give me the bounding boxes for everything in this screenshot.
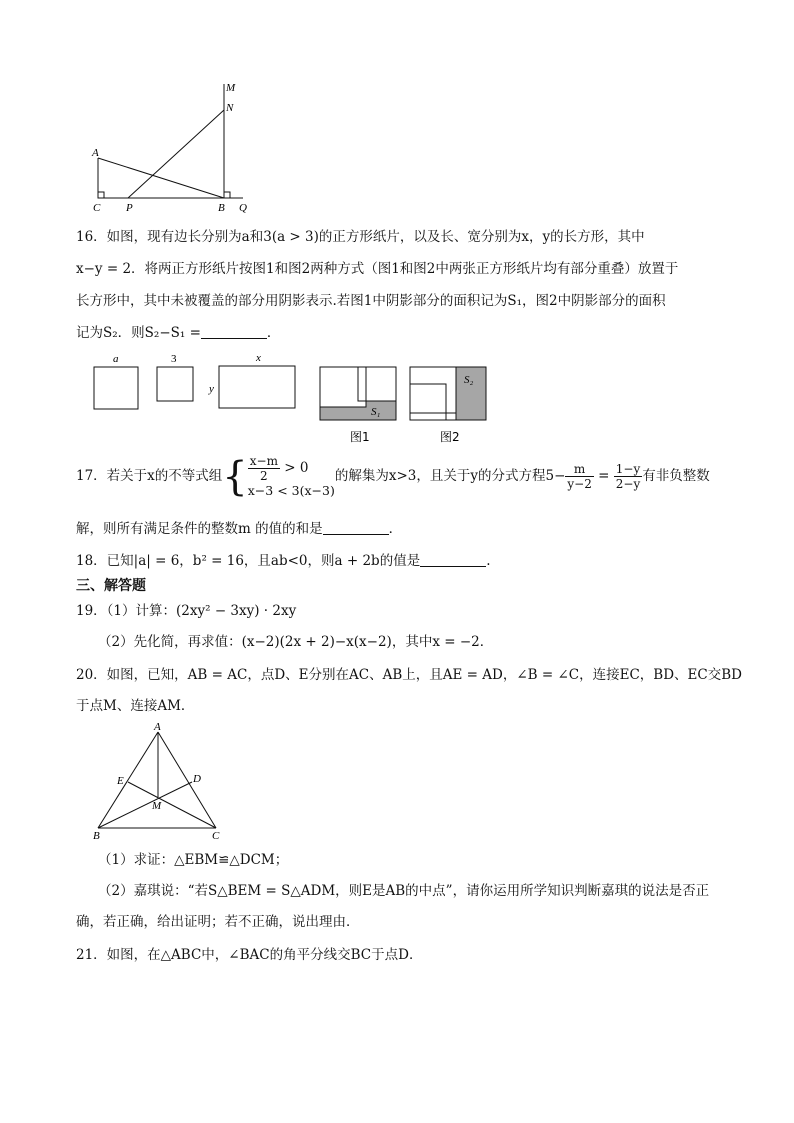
- q19-part1: 19．（1）计算：(2xy² − 3xy) · 2xy: [76, 603, 297, 619]
- label-P: P: [126, 202, 133, 214]
- q20-triangle-figure: [88, 722, 238, 844]
- q16-figures: [88, 350, 498, 448]
- label-S2: S₂: [464, 374, 474, 386]
- q17-pre: 17．若关于x的不等式组: [76, 468, 223, 484]
- caption-fig1: 图1: [350, 430, 370, 444]
- q18-text: 18．已知|a| = 6，b² = 16，且ab<0，则a + 2b的值是: [76, 553, 421, 569]
- top-geometry-figure: [88, 80, 258, 220]
- q17-ineq1-rel: > 0: [284, 460, 309, 476]
- label-M: M: [226, 82, 236, 94]
- q16-line4-end: ．: [266, 325, 281, 341]
- label-M2: M: [152, 800, 162, 812]
- q16-line4-text: 记为S₂．则S₂−S₁ =: [76, 325, 201, 341]
- q17-ineq1-num: x−m: [249, 454, 278, 468]
- q17-ineq2: x−3 < 3(x−3): [247, 483, 335, 498]
- label-C: C: [93, 202, 101, 214]
- q16-answer-blank[interactable]: [201, 324, 267, 339]
- label-B: B: [218, 202, 225, 214]
- label-Q: Q: [239, 202, 247, 214]
- label-E: E: [117, 775, 124, 787]
- q17-line1: 17．若关于x的不等式组{ $\frac{x-m}{2}$ > 0 x−3 < 3(x−3) 的解集为x>3，且关于y的分式方程5− $\frac{m}{y-2}$ = $\frac{1-y}{2-y}$ 有非负整数: [76, 453, 710, 500]
- label-N: N: [226, 102, 234, 114]
- q18-line: [76, 551, 491, 571]
- q17-eq-mid: =: [598, 468, 610, 484]
- label-C2: C: [212, 830, 220, 842]
- q17-mid: 的解集为x>3，且关于y的分式方程5−: [334, 468, 566, 484]
- label-A2: A: [154, 722, 161, 733]
- q20-part2b: 确，若正确，给出证明；若不正确，说出理由．: [76, 914, 360, 930]
- q17-eq-den1: y−2: [567, 477, 592, 491]
- q17-line2-text: 解，则所有满足条件的整数m 的值的和是: [76, 521, 323, 537]
- q17-ineq1-den: 2: [260, 469, 268, 483]
- q20-line2: 于点M、连接AM．: [76, 698, 195, 714]
- q17-eq-num2: 1−y: [615, 462, 641, 476]
- q17-eq-num1: m: [565, 462, 593, 477]
- q17-eq-den2: 2−y: [615, 477, 641, 491]
- q20-part2: （2）嘉琪说：“若S△BEM = S△ADM，则E是AB的中点”，请你运用所学知识判断嘉琪的说法是否正: [98, 883, 710, 899]
- q18-end: .: [486, 553, 491, 569]
- label-a: a: [113, 353, 119, 365]
- label-y: y: [209, 383, 214, 395]
- q16-line1: 16．如图，现有边长分别为a和3(a > 3)的正方形纸片，以及长、宽分别为x，y的长方形，其中: [76, 229, 645, 245]
- q21-line1: 21．如图，在△ABC中，∠BAC的角平分线交BC于点D．: [76, 947, 423, 963]
- q20-line1: 20．如图，已知，AB = AC，点D、E分别在AC、AB上，且AE = AD，∠B = ∠C，连接EC，BD、EC交BD: [76, 667, 742, 683]
- q16-line3: 长方形中，其中未被覆盖的部分用阴影表示.若图1中阴影部分的面积记为S₁，图2中阴影部分的面积: [76, 293, 666, 309]
- q16-line2: x−y = 2．将两正方形纸片按图1和图2两种方式（图1和图2中两张正方形纸片均有部分重叠）放置于: [76, 261, 679, 277]
- q16-line4: [76, 323, 280, 343]
- q19-part2: （2）先化简，再求值：(x−2)(2x + 2)−x(x−2)，其中x = −2．: [98, 634, 494, 650]
- label-x: x: [256, 352, 261, 364]
- label-S1: S₁: [371, 406, 381, 418]
- label-B2: B: [93, 830, 100, 842]
- label-D: D: [193, 773, 201, 785]
- section-heading-3: 三、解答题: [76, 578, 146, 594]
- q17-post: 有非负整数: [642, 468, 710, 484]
- q17-line2-end: ．: [388, 521, 403, 537]
- label-3: 3: [171, 353, 177, 365]
- caption-fig2: 图2: [440, 430, 460, 444]
- label-A: A: [92, 147, 99, 159]
- q17-answer-blank[interactable]: [323, 520, 389, 535]
- q18-answer-blank[interactable]: [420, 552, 486, 567]
- q20-part1: （1）求证：△EBM≌△DCM；: [98, 852, 289, 868]
- q17-line2: [76, 519, 402, 539]
